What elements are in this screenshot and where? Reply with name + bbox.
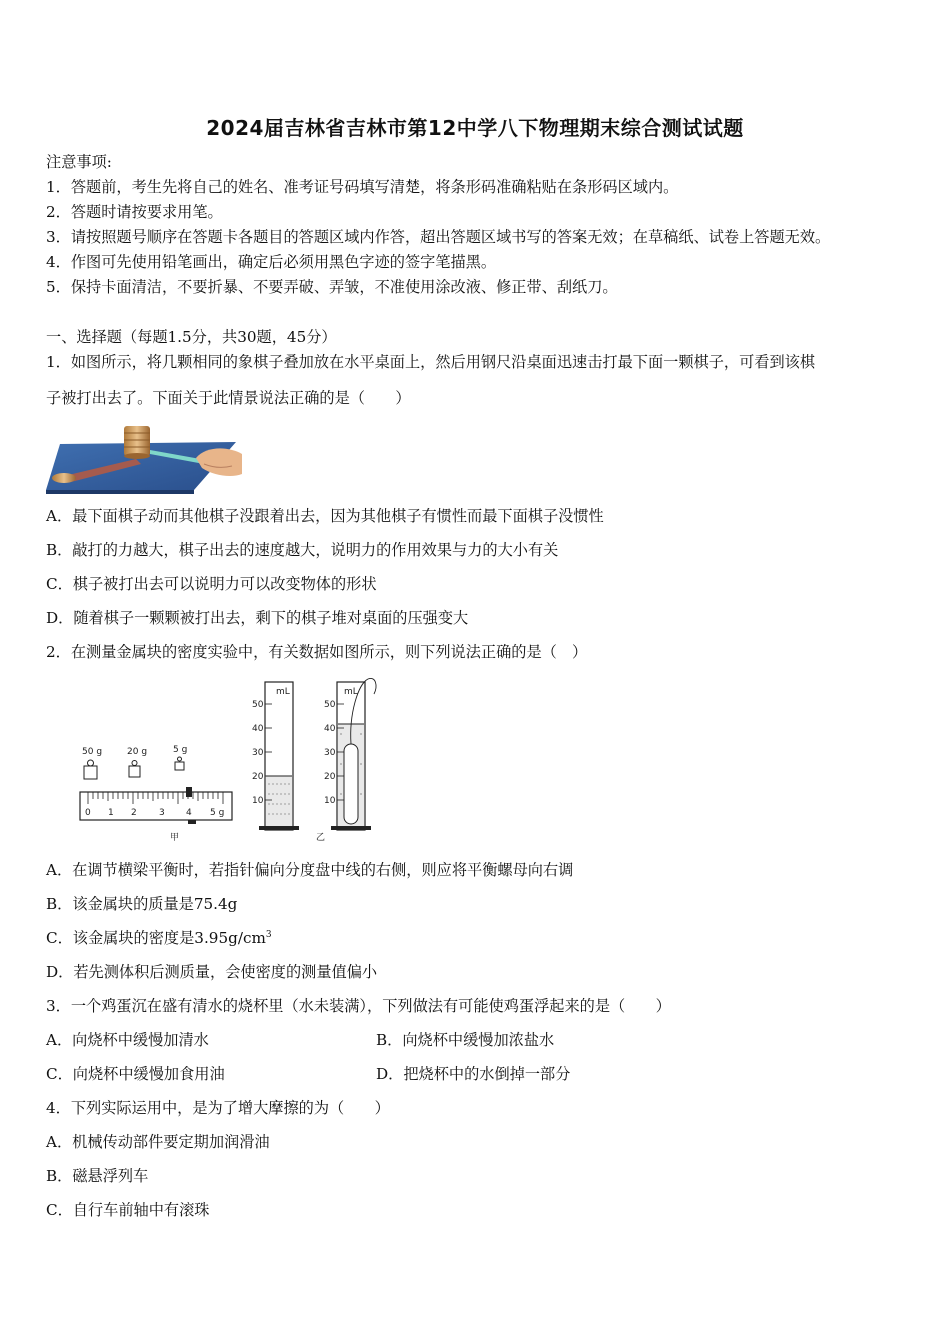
q1-option-c: C．棋子被打出去可以说明力可以改变物体的形状 bbox=[46, 575, 377, 593]
notice-heading: 注意事项: bbox=[46, 153, 112, 171]
scale-tick: 0 bbox=[85, 808, 91, 818]
section-heading: 一、选择题（每题1.5分，共30题，45分） bbox=[46, 328, 337, 346]
scale-tick: 1 bbox=[108, 808, 114, 818]
q1-option-b: B．敲打的力越大，棋子出去的速度越大，说明力的作用效果与力的大小有关 bbox=[46, 541, 559, 559]
cylinder-tick: 30 bbox=[252, 748, 264, 758]
q4-option-a: A．机械传动部件要定期加润滑油 bbox=[46, 1133, 270, 1151]
cylinder-unit: mL bbox=[276, 687, 290, 697]
q3-stem: 3．一个鸡蛋沉在盛有清水的烧杯里（水未装满），下列做法有可能使鸡蛋浮起来的是（ ） bbox=[46, 997, 671, 1015]
measuring-cylinder-1 bbox=[259, 682, 299, 830]
q4-option-c: C．自行车前轴中有滚珠 bbox=[46, 1201, 210, 1219]
weight-label-20g: 20 g bbox=[127, 747, 148, 757]
q3-option-b: B．向烧杯中缓慢加浓盐水 bbox=[376, 1031, 555, 1049]
rider bbox=[186, 787, 192, 797]
chess-stack bbox=[124, 426, 150, 456]
weight-50g bbox=[84, 766, 97, 779]
scale-tick: 3 bbox=[159, 808, 165, 818]
cylinder-tick: 50 bbox=[324, 700, 336, 710]
superscript-3: 3 bbox=[265, 929, 272, 940]
notice-item: 4．作图可先使用铅笔画出，确定后必须用黑色字迹的签字笔描黑。 bbox=[46, 253, 497, 271]
q2-figure-density-experiment bbox=[76, 674, 386, 846]
cylinder-tick: 20 bbox=[252, 772, 264, 782]
q1-stem-line1: 1．如图所示，将几颗相同的象棋子叠加放在水平桌面上，然后用钢尺沿桌面迅速击打最下面一颗棋子，可看到该棋 bbox=[46, 353, 816, 371]
q1-stem-line2: 子被打出去了。下面关于此情景说法正确的是（ ） bbox=[46, 389, 411, 407]
q2-option-c bbox=[46, 928, 272, 948]
cylinder-tick: 40 bbox=[252, 724, 264, 734]
scale-tick: 4 bbox=[186, 808, 192, 818]
notice-item: 1．答题前，考生先将自己的姓名、准考证号码填写清楚，将条形码准确粘贴在条形码区域内。 bbox=[46, 178, 679, 196]
figure-label-jia: 甲 bbox=[170, 833, 180, 843]
q2-option-b: B．该金属块的质量是75.4g bbox=[46, 895, 238, 913]
q3-option-c: C．向烧杯中缓慢加食用油 bbox=[46, 1065, 225, 1083]
q2-option-c-text: C．该金属块的密度是3.95g/cm bbox=[46, 929, 266, 947]
measuring-cylinder-2 bbox=[331, 678, 376, 830]
notice-item: 3．请按照题号顺序在答题卡各题目的答题区域内作答，超出答题区域书写的答案无效；在草稿纸、试卷上答题无效。 bbox=[46, 228, 831, 246]
q4-option-b: B．磁悬浮列车 bbox=[46, 1167, 149, 1185]
weight-20g bbox=[129, 766, 140, 777]
q4-stem: 4．下列实际运用中，是为了增大摩擦的为（ ） bbox=[46, 1099, 390, 1117]
scale-tick: 2 bbox=[131, 808, 137, 818]
q2-option-a: A．在调节横梁平衡时，若指针偏向分度盘中线的右侧，则应将平衡螺母向右调 bbox=[46, 861, 574, 879]
cylinder-tick: 50 bbox=[252, 700, 264, 710]
q1-figure-chess-pieces bbox=[46, 424, 246, 494]
figure-label-yi: 乙 bbox=[316, 833, 326, 843]
q1-option-a: A．最下面棋子动而其他棋子没跟着出去，因为其他棋子有惯性而最下面棋子没惯性 bbox=[46, 507, 604, 525]
cylinder-tick: 10 bbox=[324, 796, 336, 806]
q3-option-d: D．把烧杯中的水倒掉一部分 bbox=[376, 1065, 571, 1083]
metal-block bbox=[344, 744, 358, 824]
cylinder-tick: 40 bbox=[324, 724, 336, 734]
notice-item: 5．保持卡面清洁，不要折暴、不要弄破、弄皱，不准使用涂改液、修正带、刮纸刀。 bbox=[46, 278, 618, 296]
q3-option-a: A．向烧杯中缓慢加清水 bbox=[46, 1031, 209, 1049]
q2-stem: 2．在测量金属块的密度实验中，有关数据如图所示，则下列说法正确的是（ ） bbox=[46, 643, 588, 661]
q1-option-d: D．随着棋子一颗颗被打出去，剩下的棋子堆对桌面的压强变大 bbox=[46, 609, 469, 627]
weight-5g bbox=[175, 762, 184, 770]
cylinder-tick: 10 bbox=[252, 796, 264, 806]
cylinder-tick: 20 bbox=[324, 772, 336, 782]
weight-label-5g: 5 g bbox=[173, 745, 188, 755]
q2-option-d: D．若先测体积后测质量，会使密度的测量值偏小 bbox=[46, 963, 378, 981]
weight-label-50g: 50 g bbox=[82, 747, 103, 757]
notice-item: 2．答题时请按要求用笔。 bbox=[46, 203, 223, 221]
page-title: 2024届吉林省吉林市第12中学八下物理期末综合测试试题 bbox=[206, 116, 744, 140]
cylinder-tick: 30 bbox=[324, 748, 336, 758]
cylinder-unit: mL bbox=[344, 687, 358, 697]
flying-chess-piece bbox=[52, 473, 76, 483]
scale-tick: 5 g bbox=[210, 808, 225, 818]
